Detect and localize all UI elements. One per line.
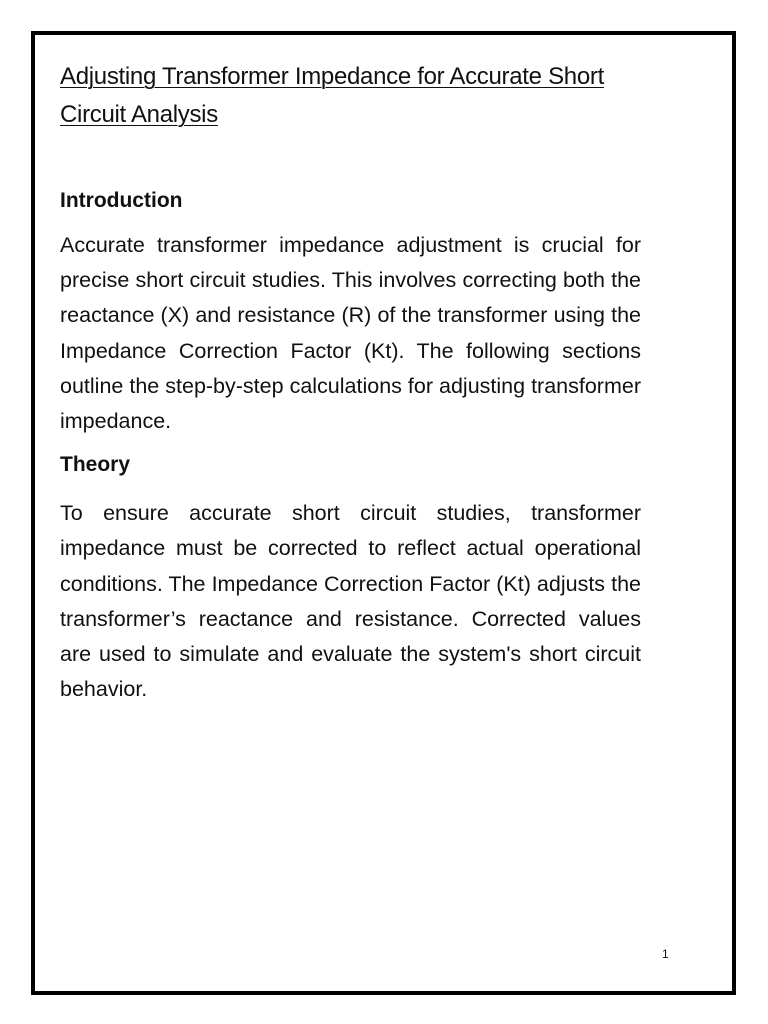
- document-title: Adjusting Transformer Impedance for Accurate Short Circuit Analysis: [60, 63, 604, 128]
- section-body-introduction: Accurate transformer impedance adjustment is crucial for precise short circuit studies. This involves correcting both the reactance (X) and resistance (R) of the transformer using the Impedance Correction Factor (Kt). The following sections outline the step-by-step calculations for adjusting transformer impedance.: [60, 233, 641, 434]
- section-heading-theory: Theory: [60, 453, 131, 477]
- section-heading-introduction: Introduction: [60, 189, 183, 212]
- page-number: 1: [662, 947, 669, 961]
- document-content: [60, 58, 641, 707]
- section-body-theory: To ensure accurate short circuit studies, transformer impedance must be corrected to reflect actual operational conditions. The Impedance Correction Factor (Kt) adjusts the transformer’s reactance and resistance. Corrected values are used to simulate and evaluate the system's short circuit behavior.: [60, 501, 641, 702]
